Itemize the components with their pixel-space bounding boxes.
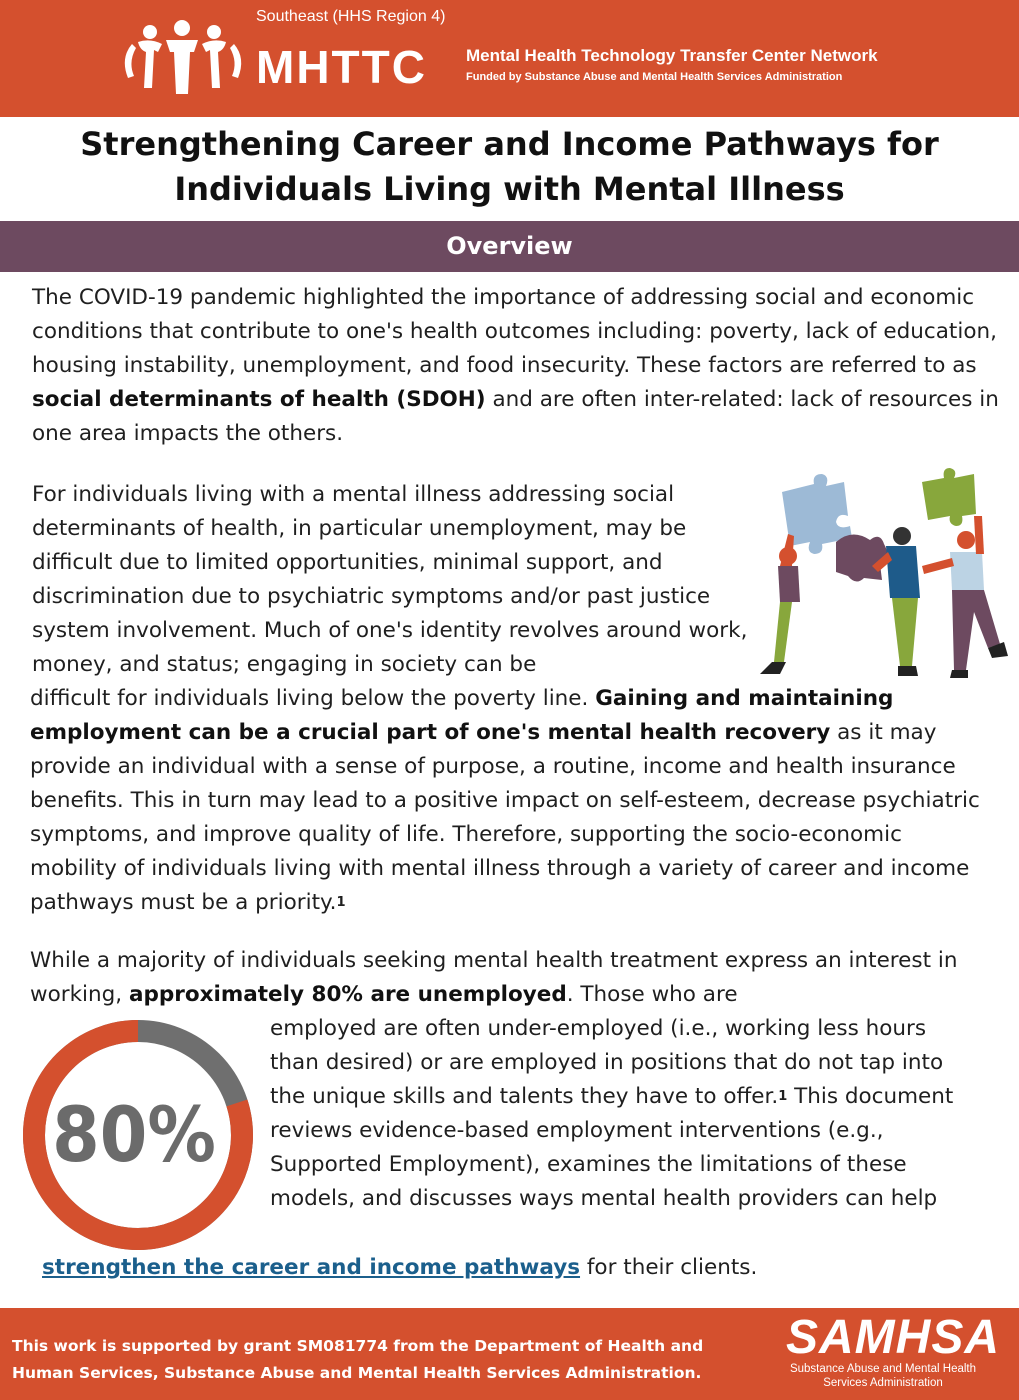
grant-line-2: Human Services, Substance Abuse and Mental Health Services Administration. — [12, 1364, 702, 1382]
p3-text-a: While a majority of individuals seeking mental health treatment express an interest in working, — [30, 948, 958, 1007]
people-logo-icon — [118, 18, 248, 98]
network-name: Mental Health Technology Transfer Center Network — [466, 46, 878, 65]
p3-footnote-ref: 1 — [778, 1089, 788, 1104]
p2-text-b: as it may provide an individual with a sense of purpose, a routine, income and health insurance benefits. This in turn may lead to a positive impact on self-esteem, decrease psychiatric symptoms, and improve quality of life. Therefore, supporting the socio-economic mobility of individuals living with mental illness through a variety of career and income pathways must be a priority. — [30, 720, 980, 915]
p1-text-a: The COVID-19 pandemic highlighted the importance of addressing social and economic conditions that contribute to one's health outcomes including: poverty, lack of education, housing instability, unemployment, and food insecurity. These factors are referred to as — [32, 285, 997, 378]
p3-text-e: for their clients. — [580, 1255, 758, 1280]
paragraph-employment-recovery — [30, 682, 995, 920]
paragraph-under-employed — [270, 1012, 970, 1216]
paragraph-identity-wrap: For individuals living with a mental illness addressing social determinants of health, in particular unemployment, may be difficult due to limited opportunities, minimal support, and discrimination due to psychiatric symptoms and/or past justice system involvement. Much of one's identity revolves around work, money, and status; engaging in society can be — [32, 482, 748, 677]
title-line-1: Strengthening Career and Income Pathways for — [80, 125, 939, 163]
paragraph-sdoh — [32, 281, 1007, 451]
p2-bold: Gaining and maintaining employment can be a crucial part of one's mental health recovery — [30, 686, 894, 745]
grant-line-1: This work is supported by grant SM081774 from the Department of Health and — [12, 1337, 704, 1355]
puzzle-people-illustration — [752, 462, 1012, 687]
funding-line: Funded by Substance Abuse and Mental Health Services Administration — [466, 71, 843, 83]
header-banner — [0, 0, 1019, 117]
stat-donut-80-percent — [18, 1015, 258, 1255]
p3-text-d: This document reviews evidence-based employment interventions (e.g., Supported Employment), examines the limitations of these models, and discusses ways mental health providers can help — [270, 1084, 954, 1211]
samhsa-subtitle — [788, 1362, 978, 1390]
career-pathways-link[interactable]: strengthen the career and income pathways — [42, 1255, 581, 1280]
p2-footnote-ref: 1 — [336, 895, 346, 910]
samhsa-subtitle-line-2: Services Administration — [823, 1377, 943, 1389]
paragraph-unemployment-intro — [30, 944, 990, 1012]
paragraph-closing-line — [42, 1251, 942, 1285]
region-label: Southeast (HHS Region 4) — [256, 8, 446, 25]
p3-bold: approximately 80% are unemployed — [128, 982, 567, 1007]
mhttc-wordmark: MHTTC — [256, 41, 427, 93]
page-title — [0, 122, 1019, 212]
p1-bold: social determinants of health (SDOH) — [32, 387, 486, 412]
samhsa-logo: SAMHSA — [786, 1311, 1001, 1364]
section-heading-overview: Overview — [446, 232, 573, 260]
grant-statement — [12, 1333, 732, 1387]
p1-text-b: and are often inter-related: lack of resources in one area impacts the others. — [32, 387, 999, 446]
samhsa-subtitle-line-1: Substance Abuse and Mental Health — [789, 1363, 977, 1375]
p3-text-b: . Those who are — [566, 982, 738, 1007]
stat-label: 80% — [52, 1090, 216, 1179]
title-line-2: Individuals Living with Mental Illness — [174, 170, 845, 208]
p3-text-c: employed are often under-employed (i.e., working less hours than desired) or are employed in positions that do not tap into the unique skills and talents they have to offer. — [270, 1016, 944, 1109]
p2-text-a: difficult for individuals living below the poverty line. — [30, 686, 596, 711]
